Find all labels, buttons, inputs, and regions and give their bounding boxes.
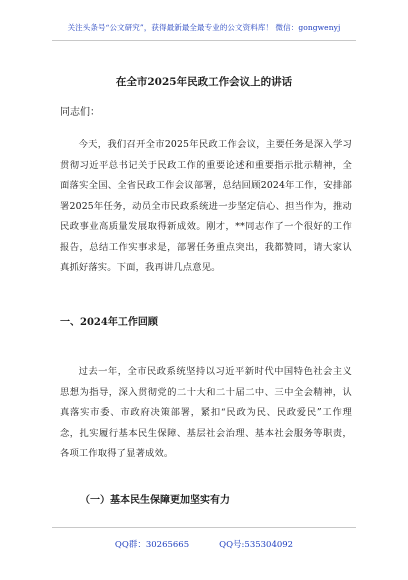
review-paragraph: 过去一年，全市民政系统坚持以习近平新时代中国特色社会主义思想为指导，深入贯彻党的二十大和二十届二中、三中全会精神，认真落实市委、市政府决策部署，紧扣“民政为民、民政爱民”工作理念，扎实履行基本民生保障、基层社会治理、基本社会服务等职责，各项工作取得了显著成效。 <box>60 366 352 459</box>
header-banner: 关注头条号“公文研究”，获得最新最全最专业的公文资料库！ 微信：gongwenyj <box>67 23 341 32</box>
footer-qq-number: QQ号:535304092 <box>219 540 294 550</box>
footer-divider <box>52 527 356 528</box>
footer-qq-group: QQ群：30265665 <box>114 540 190 550</box>
document-title: 在全市2025年民政工作会议上的讲话 <box>115 76 293 88</box>
intro-paragraph: 今天，我们召开全市2025年民政工作会议，主要任务是深入学习贯彻习近平总书记关于民政工作的重要论述和重要指示批示精神，全面落实全国、全省民政工作会议部署，总结回顾2024年工作，安排部署2025年任务，动员全市民政系统进一步坚定信心、担当作为，推动民政事业高质量发展取得新成效。刚才，**同志作了一个很好的工作报告，总结工作实事求是，部署任务重点突出，我都赞同，请大家认真抓好落实。下面，我再讲几点意见。 <box>60 139 352 273</box>
salutation: 同志们： <box>60 107 100 118</box>
subsection-heading-livelihood: （一）基本民生保障更加坚实有力 <box>80 495 230 506</box>
header-divider <box>52 40 356 41</box>
section-heading-review: 一、2024年工作回顾 <box>60 317 158 328</box>
footer <box>0 538 408 550</box>
